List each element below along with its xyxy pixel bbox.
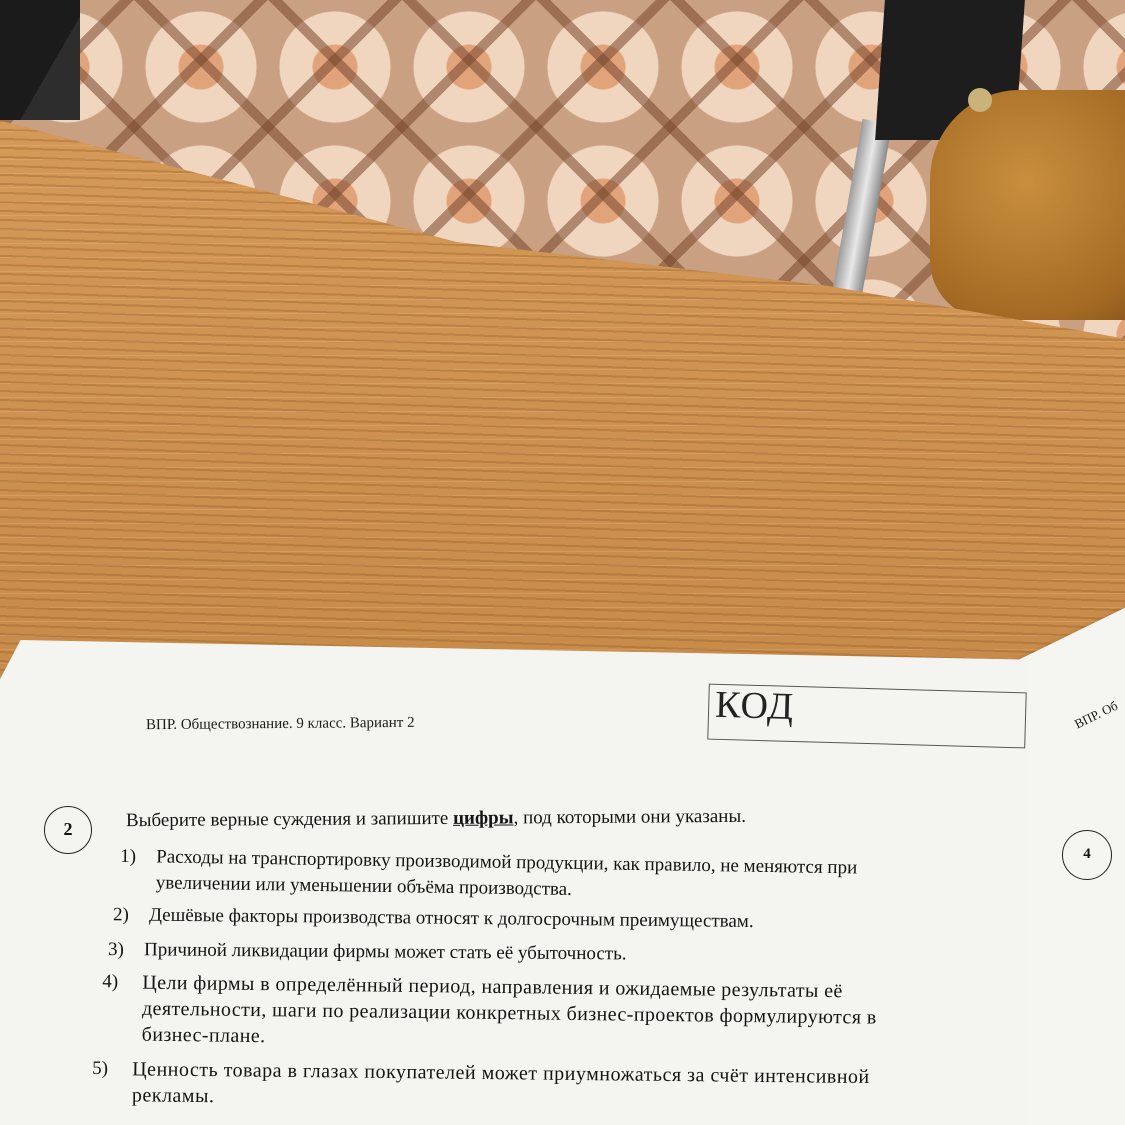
- option-text-line: рекламы.: [131, 1084, 215, 1108]
- option-number: 2): [112, 904, 129, 926]
- option-number: 5): [92, 1057, 109, 1080]
- option-text-line: деятельности, шаги по реализации конкретных бизнес-проектов формулируются в: [141, 997, 877, 1029]
- option-text-line: Расходы на транспортировку производимой продукции, как правило, не меняются при: [156, 846, 858, 879]
- side-task-number: 4: [1083, 846, 1091, 862]
- task-number-circle: [44, 806, 92, 854]
- chair-leg-left: [0, 0, 80, 120]
- code-box: [707, 684, 1026, 749]
- task-instruction: [126, 806, 746, 832]
- paper-header: ВПР. Обществознание. 9 класс. Вариант 2: [145, 714, 415, 734]
- instruction-text-end: , под которыми они указаны.: [513, 805, 746, 829]
- chair-bolt: [968, 88, 992, 112]
- side-task-circle: [1062, 830, 1112, 880]
- option-number: 4): [102, 971, 119, 993]
- option-number: 3): [107, 938, 124, 961]
- right-page-header: ВПР. Об: [1072, 697, 1121, 732]
- option-text-line: бизнес-плане.: [141, 1023, 266, 1048]
- option-text-line: Цели фирмы в определённый период, направления и ожидаемые результаты её: [142, 971, 843, 1003]
- option-text-line: увеличении или уменьшении объёма производства.: [155, 872, 573, 900]
- option-text-line: Дешёвые факторы производства относят к долгосрочным преимуществам.: [148, 904, 754, 932]
- task-number: 2: [63, 819, 73, 839]
- instruction-emphasis: цифры: [453, 807, 514, 829]
- instruction-text: Выберите верные суждения и запишите: [125, 807, 454, 832]
- option-text-line: Причиной ликвидации фирмы может стать её убыточность.: [143, 939, 627, 965]
- chair-seat: [930, 90, 1125, 320]
- option-number: 1): [120, 845, 137, 868]
- option-text-line: Ценность товара в глазах покупателей может приумножаться за счёт интенсивной: [132, 1058, 870, 1089]
- option-5: [92, 1056, 1068, 1122]
- code-label: КОД: [714, 683, 795, 728]
- option-4: [102, 969, 1058, 1061]
